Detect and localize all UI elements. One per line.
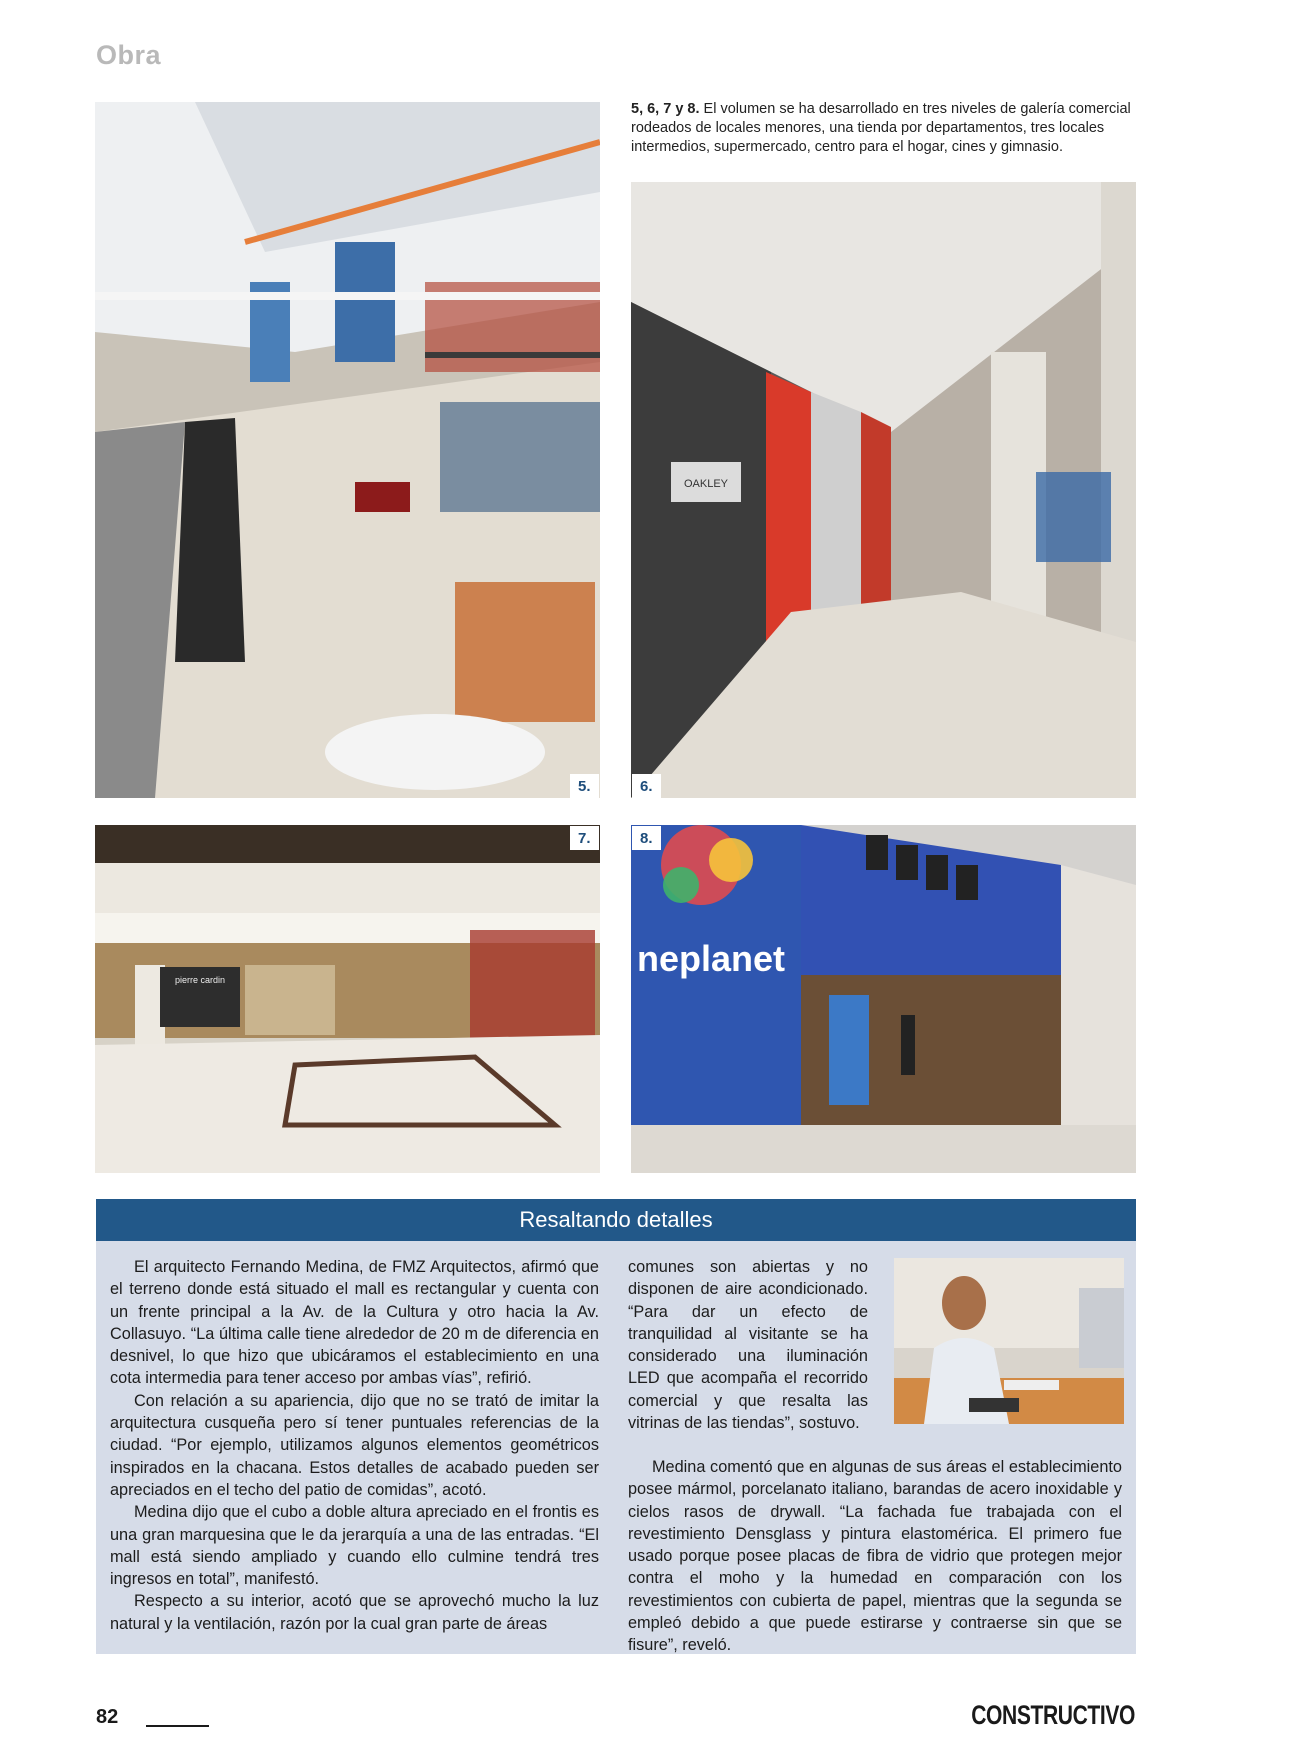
page-number: 82 — [96, 1706, 119, 1728]
photo-5-illustration — [95, 102, 600, 798]
photo-caption — [631, 100, 1131, 157]
box-paragraph: Medina dijo que el cubo a doble altura apreciado en el frontis es una gran marquesina que le da jerarquía a una de las entradas. “El mall está siendo ampliado y cuando ello culmine tendrá tres ingresos en total”, manifestó. — [110, 1503, 599, 1589]
caption-lead: 5, 6, 7 y 8. — [631, 101, 700, 117]
box-paragraph: Respecto a su interior, acotó que se aprovechó mucho la luz natural y la ventilación, razón por la cual gran parte de áreas — [110, 1592, 599, 1633]
highlight-box — [96, 1199, 1136, 1654]
box-title: Resaltando detalles — [96, 1199, 1136, 1241]
box-right-column-bottom — [628, 1456, 1122, 1657]
photo-number-5: 5. — [570, 774, 599, 798]
photo-number-6: 6. — [632, 774, 661, 798]
photo-7-illustration — [95, 825, 600, 1173]
architect-portrait — [894, 1258, 1124, 1424]
cineplanet-sign: neplanet — [637, 938, 786, 979]
photo-mall-atrium — [95, 102, 600, 798]
box-paragraph: El arquitecto Fernando Medina, de FMZ Arquitectos, afirmó que el terreno donde está situado el mall es rectangular y cuenta con un frente principal a la Av. de la Cultura y otro hacia la Av. Collasuyo. “La última calle tiene alrededor de 20 m de diferencia en desnivel, lo que hizo que ubicáramos el establecimiento en una cota intermedia para tener acceso por ambas vías”, refirió. — [110, 1258, 599, 1388]
pierre-cardin-sign: pierre cardin — [174, 975, 226, 985]
box-left-column — [110, 1256, 599, 1635]
portrait-illustration — [894, 1258, 1124, 1424]
box-paragraph: Medina comentó que en algunas de sus áreas el establecimiento posee mármol, porcelanato italiano, barandas de acero inoxidable y cielos rasos de drywall. “La fachada fue trabajada con el revestimiento Densglass y pintura elastomérica. El primero fue usado porque posee placas de fibra de vidrio que protegen mejor contra el moho y la humedad en comparación con los revestimientos con cubierta de papel, mientras que la segunda se empleó debido a que puede estirarse y contraerse sin que se fisure”, reveló. — [628, 1458, 1122, 1655]
photo-lower-atrium — [95, 825, 600, 1173]
section-label: Obra — [96, 40, 162, 70]
magazine-brand: CONSTRUCTIVO — [971, 1700, 1135, 1730]
photo-store-corridor — [631, 182, 1136, 798]
photo-number-7: 7. — [570, 826, 599, 850]
box-paragraph: comunes son abiertas y no disponen de aire acondicionado. “Para dar un efecto de tranquilidad al visitante se ha considerado una iluminación LED que acompaña el recorrido comercial y que resalta las vitrinas de las tiendas”, sostuvo. — [628, 1258, 868, 1433]
photo-8-illustration — [631, 825, 1136, 1173]
photo-number-8: 8. — [632, 826, 661, 850]
footer-rule — [146, 1725, 209, 1727]
box-right-column-top — [628, 1256, 868, 1434]
caption-text: El volumen se ha desarrollado en tres niveles de galería comercial rodeados de locales menores, una tienda por departamentos, tres locales intermedios, supermercado, centro para el hogar, cines y gimnasio. — [631, 101, 1131, 155]
box-paragraph: Con relación a su apariencia, dijo que no se trató de imitar la arquitectura cusqueña pero sí tener puntuales referencias de la ciudad. “Por ejemplo, utilizamos algunos elementos geométricos inspirados en la chacana. Estos detalles de acabado pueden ser apreciados en el techo del patio de comidas”, acotó. — [110, 1391, 599, 1499]
photo-6-illustration — [631, 182, 1136, 798]
photo-cinema-entrance — [631, 825, 1136, 1173]
oakley-sign: OAKLEY — [683, 478, 729, 490]
